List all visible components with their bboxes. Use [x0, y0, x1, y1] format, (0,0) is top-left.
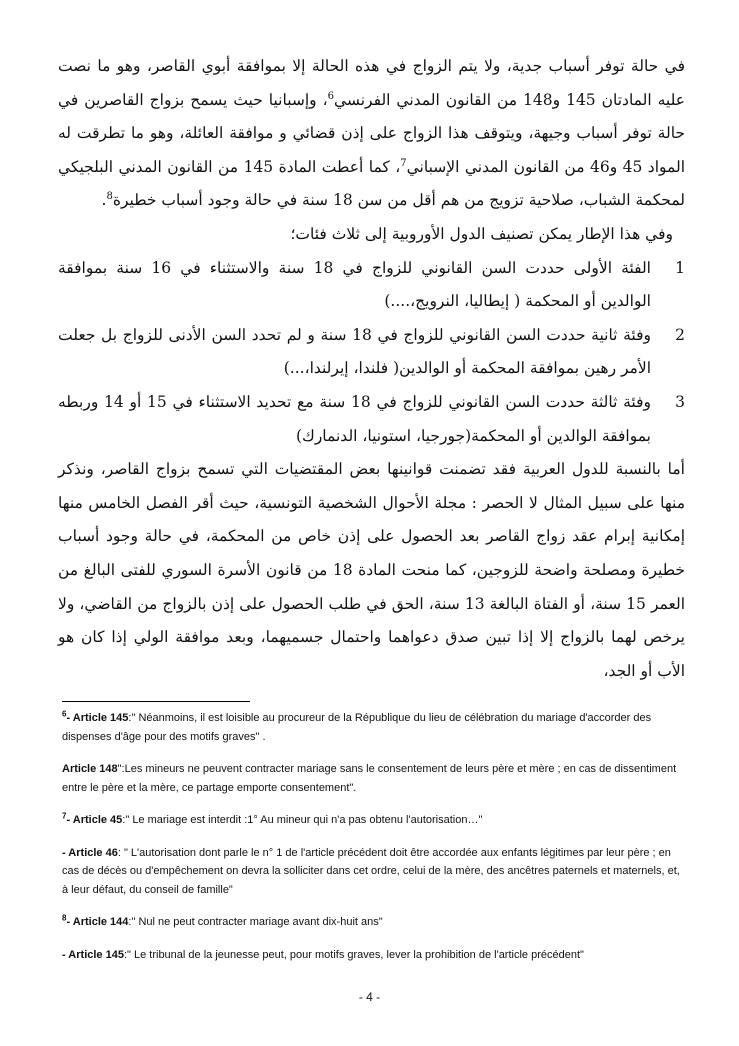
footnote-text: ":Les mineurs ne peuvent contracter mariage sans le consentement de leurs père et mère ; en cas de dissentiment entre le père et la mère, ce partage emporte consentement". — [62, 763, 677, 794]
footnote — [62, 760, 682, 797]
footnote-text: :" Le mariage est interdit :1° Au mineur qui n'a pas obtenu l'autorisation…" — [122, 814, 483, 826]
paragraph-european-laws — [58, 50, 685, 218]
footnote-text: :" Le tribunal de la jeunesse peut, pour motifs graves, lever la prohibition de l'article précédent" — [123, 948, 584, 961]
footnote-text: :" Néanmoins, il est loisible au procureur de la République du lieu de célébration du mariage d'accorder des dispenses d'âge pour des motifs graves" . — [62, 712, 652, 743]
list-text: وفئة ثالثة حددت السن القانوني للزواج في 18 سنة مع تحديد الاستثناء في 15 أو 14 وربطه بموافقة الوالدين أو المحكمة(جورجيا، استونيا، الدنمارك) — [58, 392, 651, 445]
footnote-label: - Article 144 — [66, 916, 129, 928]
footnote-text: : " L'autorisation dont parle le n° 1 de l'article précédent doit être accordée aux enfants légitimes par leur père ; en cas de décès ou d'empêchement on devra la solliciter dans cet ordre, celui de la mère, des ancêtres paternels et maternels, et, à leur défaut, du conseil de famille" — [62, 846, 680, 896]
footnote-ref: 6 — [327, 90, 334, 102]
footnote-label: - Article 145 — [62, 948, 124, 961]
footnote — [62, 946, 682, 965]
footnote-label: - Article 145 — [66, 712, 129, 724]
categories-list — [58, 252, 685, 454]
footnote-separator — [62, 701, 250, 702]
list-number: 3 — [675, 392, 685, 411]
list-item — [58, 319, 685, 386]
main-text — [58, 50, 685, 688]
footnote — [62, 913, 682, 932]
footnotes — [62, 709, 682, 978]
footnote-label: Article 148 — [62, 763, 118, 775]
footnote-label: - Article 45 — [66, 814, 123, 826]
paragraph-intro-categories: وفي هذا الإطار يمكن تصنيف الدول الأوروبية إلى ثلاث فئات؛ — [290, 224, 673, 243]
footnote-text: :" Nul ne peut contracter mariage avant dix-huit ans" — [128, 916, 383, 928]
paragraph-text: في حالة توفر أسباب جدية، ولا يتم الزواج في هذه الحالة إلا بموافقة أبوي القاصر، وهو ما نصت عليه المادتان 145 و148 من القانون المدني الفرنسي — [58, 57, 685, 109]
paragraph-arab-laws: أما بالنسبة للدول العربية فقد تضمنت قوانينها بعض المقتضيات التي تسمح بزواج القاصر، ونذكر منها على سبيل المثال لا الحصر : مجلة الأحوال الشخصية التونسية، حيث أقر الفصل الخامس منها إمكانية إبرام عقد زواج القاصر بعد الحصول على إذن خاص من المحكمة، في حالة وجود أسباب خطيرة ومصلحة واضحة للزوجين، كما منحت المادة 18 من قانون الأسرة السوري للفتى البالغ من العمر 15 سنة، أو الفتاة البالغة 13 سنة، الحق في طلب الحصول على إذن بالزواج من القاضي، ولا يرخص لهما بالزواج إلا إذا تبين صدق دعواهما واحتمال جسميهما، وبعد موافقة الولي إذا كان هو الأب أو الجد، — [58, 460, 686, 680]
paragraph-text: ، وإسبانيا حيث يسمح بزواج القاصرين في حالة توفر أسباب وجيهة، ويتوقف هذا الزواج على إذن قضائي و موافقة العائلة، وهو ما تطرقت له المواد 45 و46 من القانون المدني الإسباني — [58, 90, 686, 176]
footnote — [62, 709, 682, 746]
footnote — [62, 844, 682, 900]
footnote-label: - Article 46 — [62, 846, 118, 859]
paragraph-text: ، كما أعطت المادة 145 من القانون المدني البلجيكي لمحكمة الشباب، صلاحية تزويج من هم أقل من سن 18 سنة في حالة وجود أسباب خطيرة — [58, 157, 685, 210]
footnote — [62, 811, 682, 830]
list-text: وفئة ثانية حددت السن القانوني للزواج في 18 سنة و لم تحدد السن الأدنى للزواج بل جعلت الأمر رهين بموافقة المحكمة أو الوالدين( فلندا، إيرلندا،...) — [58, 325, 651, 378]
footnote-ref: 8 — [106, 191, 113, 203]
list-number: 1 — [675, 258, 685, 277]
footnote-number: 8 — [62, 913, 67, 923]
list-item — [58, 252, 685, 319]
paragraph-text: . — [101, 191, 107, 210]
list-number: 2 — [675, 325, 685, 344]
footnote-number: 7 — [62, 811, 67, 821]
list-item — [58, 386, 685, 453]
list-text: الفئة الأولى حددت السن القانوني للزواج في 18 سنة والاستثناء في 16 سنة بموافقة الوالدين أو المحكمة ( إيطاليا، النرويج،....) — [58, 258, 651, 311]
page-number: - 4 - — [358, 990, 381, 1004]
footnote-number: 6 — [62, 709, 67, 719]
footnote-ref: 7 — [400, 157, 407, 169]
